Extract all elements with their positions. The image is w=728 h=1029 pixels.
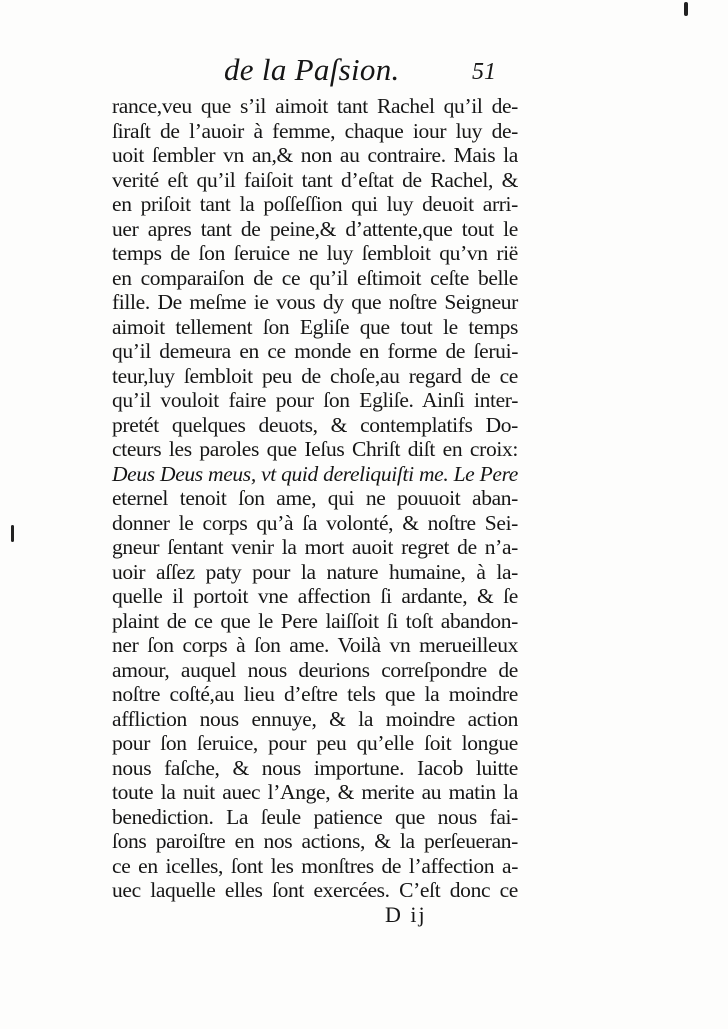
text-line: benediction. La ſeule patience que nous fai- bbox=[112, 804, 518, 829]
text-line: toute la nuit auec l’Ange, & merite au matin la bbox=[112, 780, 518, 804]
text-line: uer apres tant de peine,& d’attente,que tout le bbox=[112, 216, 518, 241]
text-line: donner le corps qu’à ſa volonté, & noſtre Sei- bbox=[112, 510, 518, 535]
text-line: uoir aſſez paty pour la nature humaine, à la- bbox=[112, 559, 518, 584]
text-line: affliction nous ennuye, & la moindre action bbox=[112, 706, 518, 731]
text-line: uoit ſembler vn an,& non au contraire. Mais la bbox=[112, 143, 518, 167]
text-line: eternel tenoit ſon ame, qui ne pouuoit aban- bbox=[112, 486, 518, 510]
text-line: nous faſche, & nous importune. Iacob luitte bbox=[112, 755, 518, 780]
text-line: en comparaiſon de ce qu’il eſtimoit ceſte belle bbox=[112, 265, 518, 290]
text-line: teur,luy ſembloit peu de choſe,au regard de ce bbox=[112, 363, 518, 388]
signature-mark: D ij bbox=[385, 902, 427, 927]
text-line: ſiraſt de l’auoir à femme, chaque iour luy de- bbox=[112, 118, 518, 143]
page-edge-mark bbox=[684, 2, 688, 16]
latin-quotation-line: Deus Deus meus, vt quid dereliquiſti me. Le Pere bbox=[112, 461, 518, 486]
text-line: fille. De meſme ie vous dy que noſtre Seigneur bbox=[112, 290, 518, 314]
text-line: ce en icelles, ſont les monſtres de l’affection a- bbox=[112, 853, 518, 878]
text-line: ner ſon corps à ſon ame. Voilà vn merueilleux bbox=[112, 633, 518, 657]
text-line: en priſoit tant la poſſeſſion qui luy deuoit arri- bbox=[112, 192, 518, 216]
page-number: 51 bbox=[472, 59, 496, 85]
text-line: temps de ſon ſeruice ne luy ſembloit qu’vn rië bbox=[112, 241, 518, 265]
text-line: rance,veu que s’il aimoit tant Rachel qu’il de- bbox=[112, 94, 518, 118]
text-line: quelle il portoit vne affection ſi ardante, & ſe bbox=[112, 584, 518, 608]
text-line: noſtre coſté,au lieu d’eſtre tels que la moindre bbox=[112, 682, 518, 706]
text-line: ſons paroiſtre en nos actions, & la perſeueran- bbox=[112, 829, 518, 853]
text-line: verité eſt qu’il faiſoit tant d’eſtat de Rachel, & bbox=[112, 167, 518, 192]
margin-mark bbox=[11, 525, 14, 542]
text-line: qu’il vouloit faire pour ſon Egliſe. Ainſi inter- bbox=[112, 388, 518, 412]
text-line: aimoit tellement ſon Egliſe que tout le temps bbox=[112, 314, 518, 339]
text-line: cteurs les paroles que Ieſus Chriſt diſt en croix: bbox=[112, 437, 518, 461]
page-header bbox=[110, 48, 530, 92]
body-text bbox=[112, 94, 518, 903]
text-line: gneur ſentant venir la mort auoit regret de n’a- bbox=[112, 535, 518, 559]
text-line: pour ſon ſeruice, pour peu qu’elle ſoit longue bbox=[112, 731, 518, 755]
text-line: qu’il demeura en ce monde en forme de ſerui- bbox=[112, 339, 518, 363]
running-title: de la Paſsion. bbox=[224, 52, 400, 87]
text-line: pretét quelques deuots, & contemplatifs Do- bbox=[112, 412, 518, 437]
text-line: plaint de ce que le Pere laiſſoit ſi toſt abandon- bbox=[112, 608, 518, 633]
text-line: uec laquelle elles ſont exercées. C’eſt donc ce bbox=[112, 878, 518, 902]
text-line: amour, auquel nous deurions correſpondre de bbox=[112, 657, 518, 682]
